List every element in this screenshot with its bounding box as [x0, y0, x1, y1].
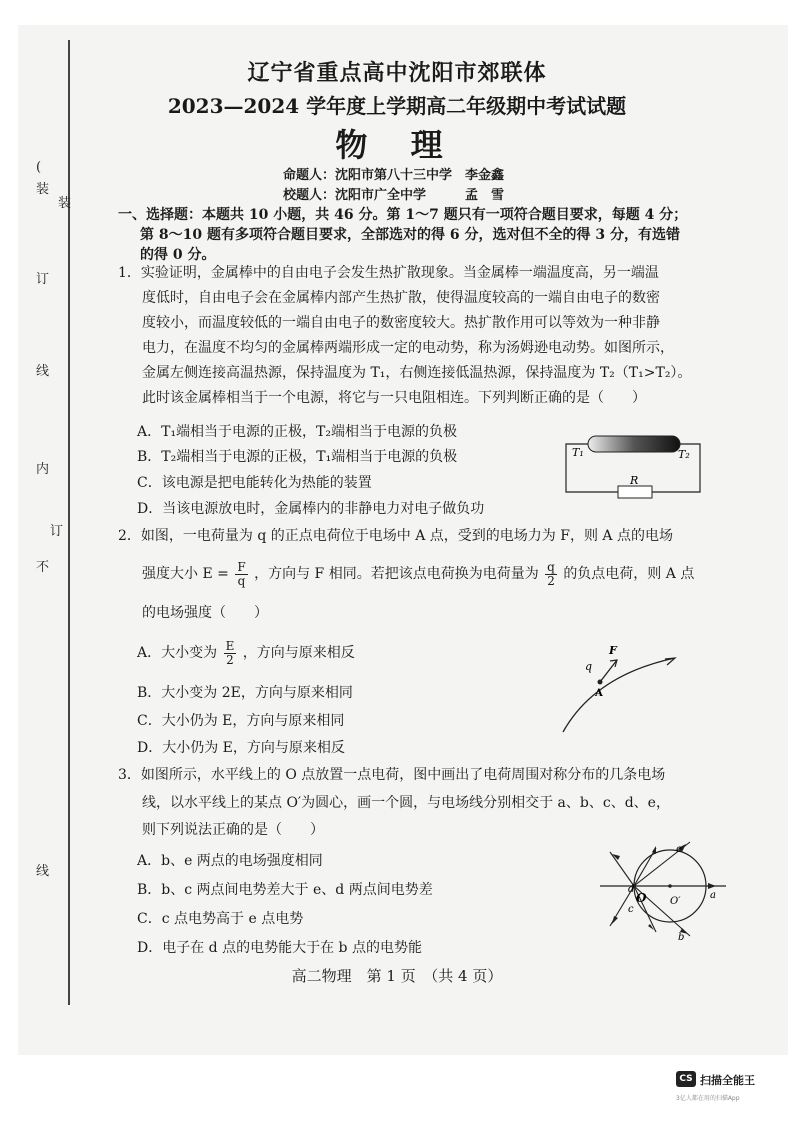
resistor — [618, 486, 652, 498]
q3-stem: 线，以水平线上的某点 O′为圆心，画一个圆，与电场线分别相交于 a、b、c、d、e， — [142, 795, 670, 811]
metal-rod — [588, 436, 680, 452]
q3-option-c[interactable]: C．c 点电势高于 e 点电势 — [137, 911, 304, 927]
r-label: R — [630, 474, 639, 487]
section-instructions: 一、选择题：本题共 10 小题，共 46 分。第 1～7 题只有一项符合题目要求，每题 4 分； — [118, 207, 688, 223]
label-c: c — [628, 904, 634, 915]
q1-option-d[interactable]: D．当该电源放电时，金属棒内的非静电力对电子做负功 — [137, 501, 485, 517]
exam-title-line1: 辽宁省重点高中沈阳市郊联体 — [247, 60, 547, 86]
frac-den: 2 — [547, 573, 555, 588]
label-b: b — [678, 932, 685, 943]
binding-char: 不 — [36, 560, 50, 575]
q3-option-b[interactable]: B．b、c 两点间电势差大于 e、d 两点间电势差 — [137, 882, 433, 898]
binding-char: 订 — [36, 272, 50, 287]
frac-num: F — [237, 559, 246, 574]
q2-field-line-figure — [555, 640, 685, 740]
q3-stem: 3．如图所示，水平线上的 O 点放置一点电荷，图中画出了电荷周围对称分布的几条电场 — [118, 767, 666, 783]
scanner-app-name: 扫描全能王 — [700, 1074, 755, 1087]
q1-option-b[interactable]: B．T₂端相当于电源的正极，T₁端相当于电源的负极 — [137, 449, 458, 465]
binding-char: 订 — [50, 524, 64, 539]
option-text: A．大小变为 — [137, 645, 218, 661]
q1-stem: 1．实验证明，金属棒中的自由电子会发生热扩散现象。当金属棒一端温度高，另一端温 — [118, 265, 659, 281]
q2-option-d[interactable]: D．大小仍为 E，方向与原来相反 — [137, 740, 345, 756]
q2-option-b[interactable]: B．大小变为 2E，方向与原来相同 — [137, 685, 353, 701]
label-a: a — [710, 890, 716, 901]
author-line: 命题人：沈阳市第八十三中学 李金鑫 — [283, 168, 505, 183]
frac-num: q — [547, 559, 555, 574]
q2-option-a[interactable] — [137, 636, 355, 670]
q1-stem: 度低时，自由电子会在金属棒内部产生热扩散，使得温度较高的一端自由电子的数密 — [142, 290, 660, 306]
fraction-e-over-2 — [224, 640, 237, 667]
frac-den: 2 — [226, 652, 234, 667]
binding-char: 线 — [36, 864, 50, 879]
q3-option-a[interactable]: A．b、e 两点的电场强度相同 — [137, 853, 323, 869]
t2-label: T₂ — [678, 448, 690, 461]
section-instructions: 第 8～10 题有多项符合题目要求，全部选对的得 6 分，选对但不全的得 3 分，有选错 — [140, 227, 680, 243]
binding-char: 装 — [58, 196, 72, 211]
q2-option-c[interactable]: C．大小仍为 E，方向与原来相同 — [137, 713, 345, 729]
q3-stem: 则下列说法正确的是（ ） — [142, 822, 324, 838]
reviewer-line: 校题人：沈阳市广全中学 孟 雪 — [283, 188, 505, 203]
q1-stem: 此时该金属棒相当于一个电源，将它与一只电阻相连。下列判断正确的是（ ） — [142, 390, 646, 406]
q2-text: 强度大小 E = — [142, 566, 229, 582]
label-o: O — [636, 891, 647, 905]
q1-stem: 金属左侧连接高温热源，保持温度为 T₁，右侧连接低温热源，保持温度为 T₂（T₁>T₂）。 — [142, 365, 692, 381]
binding-char: ( — [36, 160, 42, 175]
f-label: F — [609, 644, 617, 657]
binding-char: 线 — [36, 364, 50, 379]
q2-stem-formula — [142, 556, 694, 592]
section-instructions: 的得 0 分。 — [140, 247, 216, 263]
label-e: e — [676, 844, 682, 855]
q1-stem: 电力，在温度不均匀的金属棒两端形成一定的电动势，称为汤姆逊电动势。如图所示， — [142, 340, 674, 356]
q2-stem: 2．如图，一电荷量为 q 的正点电荷位于电场中 A 点，受到的电场力为 F，则 A 点的电场 — [118, 528, 673, 544]
fraction-f-over-q — [235, 561, 247, 588]
q2-text: ，方向与 F 相同。若把该点电荷换为电荷量为 — [254, 566, 539, 582]
q-label: q — [585, 660, 593, 673]
option-text: ，方向与原来相反 — [242, 645, 355, 661]
frac-den: q — [237, 573, 246, 588]
binding-line — [68, 40, 70, 1005]
scanner-logo: CS — [676, 1071, 696, 1087]
q3-field-figure — [598, 840, 730, 960]
page-footer: 高二物理 第 1 页 （共 4 页） — [291, 967, 503, 985]
subject-title: 物 理 — [335, 126, 459, 164]
scanner-tagline: 3亿人都在用的扫描App — [676, 1095, 740, 1102]
exam-title-line2: 2023—2024 学年度上学期高二年级期中考试试题 — [167, 94, 627, 118]
q2-text: 的负点电荷，则 A 点 — [563, 566, 695, 582]
fraction-q-over-2 — [545, 561, 557, 588]
label-o-prime: O′ — [670, 896, 681, 907]
binding-char: 内 — [36, 462, 50, 477]
point-a-label: A — [595, 688, 603, 699]
q1-circuit-figure — [560, 430, 710, 500]
binding-char: 装 — [36, 182, 50, 197]
q1-option-c[interactable]: C．该电源是把电能转化为热能的装置 — [137, 475, 372, 491]
frac-num: E — [225, 638, 235, 653]
q2-stem: 的电场强度（ ） — [142, 605, 268, 621]
label-d: d — [628, 884, 635, 895]
t1-label: T₁ — [572, 446, 584, 459]
q1-stem: 度较小，而温度较低的一端自由电子的数密度较大。热扩散作用可以等效为一种非静 — [142, 315, 660, 331]
q1-option-a[interactable]: A．T₁端相当于电源的正极，T₂端相当于电源的负极 — [137, 424, 458, 440]
q3-option-d[interactable]: D．电子在 d 点的电势能大于在 b 点的电势能 — [137, 940, 422, 956]
